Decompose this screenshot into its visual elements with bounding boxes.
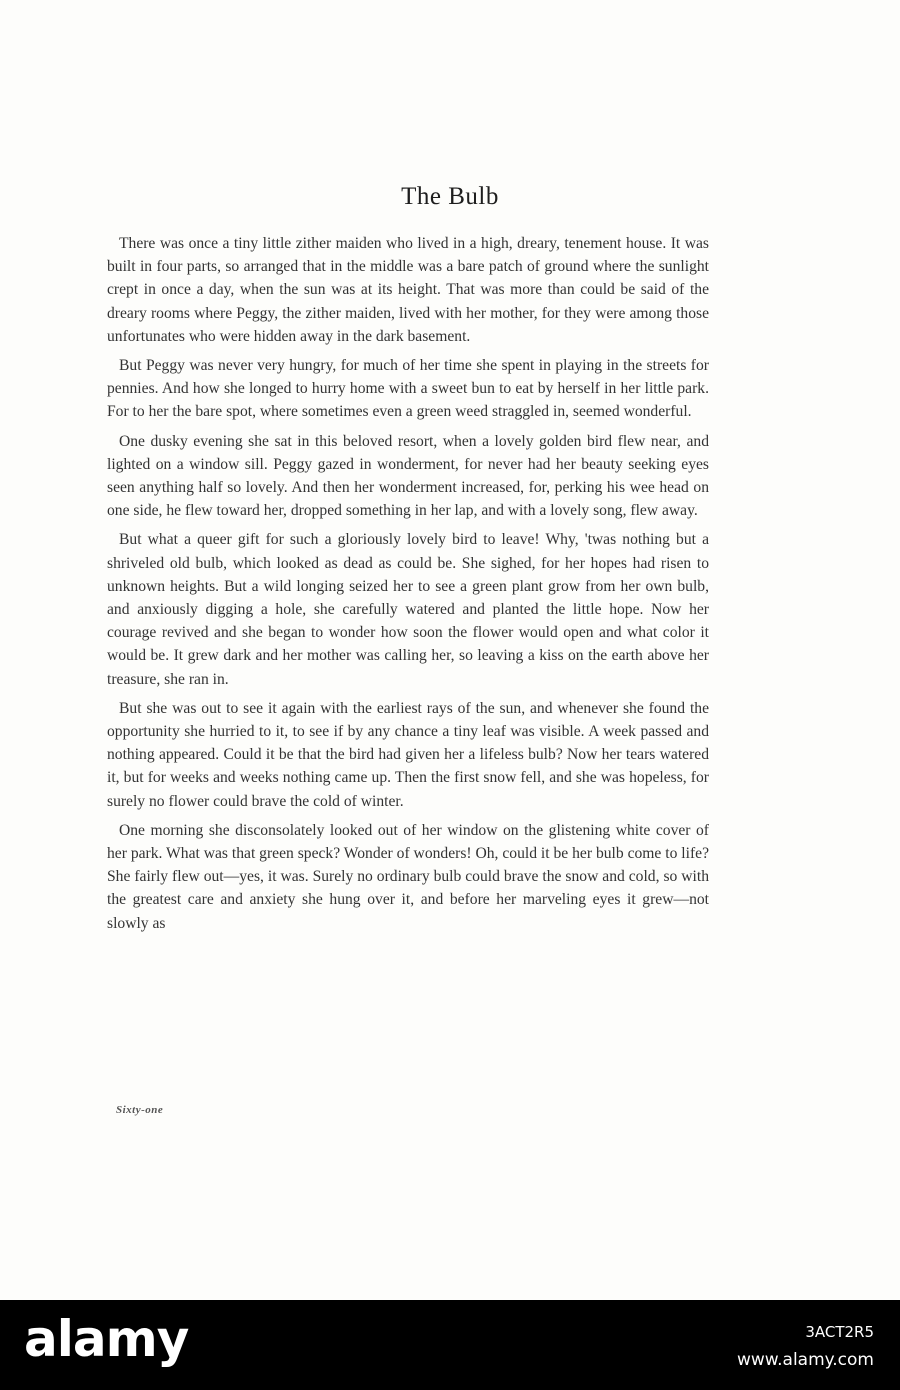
paragraph-4: But what a queer gift for such a gloriously lovely bird to leave! Why, 'twas nothing but a shriveled old bulb, which looked as dead as could be. She sighed, for her hopes had risen to unknown heights. But a wild longing seized her to see a green plant grow from her own bulb, and anxiously digging a hole, she carefully watered and planted the little hope. Now her courage revived and she began to wonder how soon the flower would open and what color it would be. It grew dark and her mother was calling her, so leaving a kiss on the earth above her treasure, she ran in. — [107, 531, 709, 688]
alamy-logo: alamy — [24, 1310, 189, 1368]
paragraph-6: One morning she disconsolately looked out of her window on the glistening white cover of her park. What was that green speck? Wonder of wonders! Oh, could it be her bulb come to life? She fairly flew out—yes, it was. Surely no ordinary bulb could brave the snow and cold, so with the greatest care and anxiety she hung over it, and before her marveling eyes it grew—not slowly as — [107, 821, 709, 932]
story-body — [107, 232, 709, 941]
paragraph-2: But Peggy was never very hungry, for much of her time she spent in playing in the streets for pennies. And how she longed to hurry home with a sweet bun to eat by herself in her little park. For to her the bare spot, where sometimes even a green weed straggled in, seemed wonderful. — [107, 357, 709, 421]
paragraph-1: There was once a tiny little zither maiden who lived in a high, dreary, tenement house. It was built in four parts, so arranged that in the middle was a bare patch of ground where the sunlight crept in once a day, when the sun was at its height. That was more than could be said of the dreary rooms where Peggy, the zither maiden, lived with her mother, for they were among those unfortunates who were hidden away in the dark basement. — [107, 235, 709, 345]
page-number: Sixty-one — [116, 1104, 164, 1116]
paragraph-3: One dusky evening she sat in this beloved resort, when a lovely golden bird flew near, and lighted on a window sill. Peggy gazed in wonderment, for never had her beauty seeking eyes seen anything half so lovely. And then her wonderment increased, for, perking his wee head on one side, he flew toward her, dropped something in her lap, and with a lovely song, flew away. — [107, 432, 709, 520]
paragraph-5: But she was out to see it again with the earliest rays of the sun, and whenever she found the opportunity she hurried to it, to see if by any chance a tiny leaf was visible. A week passed and nothing appeared. Could it be that the bird had given her a lifeless bulb? Now her tears watered it, but for weeks and weeks nothing came up. Then the first snow fell, and she was hopeless, for surely no flower could brave the cold of winter. — [107, 699, 709, 810]
site-url: www.alamy.com — [736, 1350, 874, 1370]
page-title: The Bulb — [401, 183, 499, 210]
image-id: 3ACT2R5 — [805, 1323, 874, 1341]
